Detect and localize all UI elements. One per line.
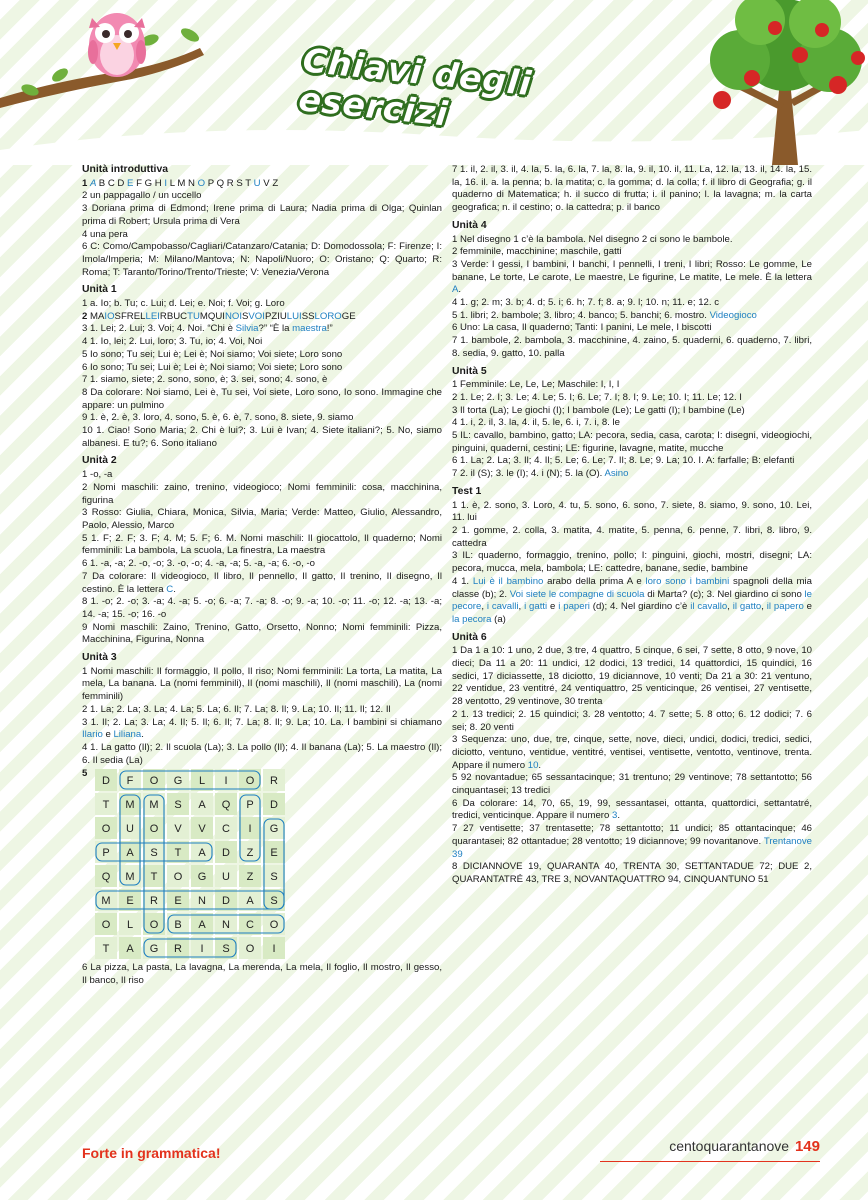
exercise: 3 Rosso: Giulia, Chiara, Monica, Silvia, Maria; Verde: Matteo, Giulio, Alessandro, Paolo, Alessio, Marco [82, 507, 442, 531]
alphabet-letter: P [207, 177, 217, 189]
grid-letter: T [102, 943, 110, 956]
grid-letter: A [126, 943, 134, 956]
found-word-outline [144, 795, 164, 933]
exercise: 6 Da colorare: 14, 70, 65, 19, 99, sessantasei, ottanta, quattordici, settantatré, tredici, venticinque. Appare il numero 3. [452, 797, 812, 822]
grid-letter: G [269, 823, 279, 836]
grid-letter: D [222, 847, 230, 860]
grid-letter: N [198, 895, 206, 908]
alphabet-letter: L [169, 177, 178, 189]
alphabet-letter: B [98, 177, 108, 189]
grid-letter: Q [101, 871, 111, 884]
grid-letter: A [246, 895, 254, 908]
wordsearch-grid [94, 768, 294, 960]
filler-letters: MQUI [199, 310, 225, 322]
alphabet-letter: C [107, 177, 118, 189]
grid-letter: C [246, 919, 254, 932]
grid-letter: S [222, 943, 230, 956]
exercise: 6 Io sono; Tu sei; Lui è; Lei è; Noi siamo; Voi siete; Loro sono [82, 361, 343, 373]
exercise: 4 1. Io, lei; 2. Lui, loro; 3. Tu, io; 4. Voi, Noi [82, 336, 263, 348]
grid-letter: Z [246, 871, 254, 884]
grid-letter: C [222, 823, 230, 836]
exercise: 2 Nomi maschili: zaino, trenino, videogioco; Nomi femminili: cosa, macchinina, figurina [82, 481, 442, 506]
alphabet-letter: N [188, 177, 198, 189]
pronoun-highlight: LUI [286, 310, 302, 322]
grid-letter: M [149, 799, 159, 812]
alphabet-letter: S [236, 177, 246, 189]
grid-letter: E [126, 895, 134, 908]
grid-letter: L [126, 919, 134, 932]
wordsearch-exercise: 5 D F O G L I O R T M M S A Q P D O U O V V C I G P A S T A D Z E Q M T O G U Z S M E R E N D A S O L O B A N C O T A G R I S O I [82, 768, 442, 960]
grid-letter: M [125, 799, 135, 812]
exercise: 3 Il torta (La); Le giochi (I); I bambole (Le); Le gatti (I); I bambine (Le) [452, 404, 745, 416]
grid-letter: S [150, 847, 158, 860]
exercise: 3 IL: quaderno, formaggio, trenino, pollo; I: pinguini, giochi, mostri, disegni; LA: pecora, mucca, mela, bambola; LE: cattedre, banane, sedie, bambine [452, 550, 812, 575]
exercise: 6 C: Como/Campobasso/Cagliari/Catanzaro/Catania; D: Domodossola; F: Firenze; I: Imola/Imperia; M: Milano/Mantova; N: Napoli/Nuoro; O: Oristano; Q: Quarto; R: Roma; T: Taranto/Torino/Trento/Trieste; V: Venezia/Verona [82, 241, 442, 278]
grid-letter: F [126, 775, 134, 788]
section-title: Unità 4 [452, 219, 487, 231]
exercise: 1 Nomi maschili: Il formaggio, Il pollo, Il riso; Nomi femminili: La torta, La matita, La mela, La banana. La (nomi femminili), Il (nomi maschili), Il (nomi maschili), La (nomi femminili) [82, 665, 442, 703]
exercise: 6 1. -a, -a; 2. -o, -o; 3. -o, -o; 4. -a, -a; 5. -a, -a; 6. -o, -o [82, 558, 316, 570]
grid-letter: R [270, 775, 278, 788]
owl-icon [88, 13, 146, 77]
alphabet-letter: R [226, 177, 237, 189]
grid-letter: V [174, 823, 182, 836]
grid-letter: G [173, 775, 183, 788]
exercise: 5 Io sono; Tu sei; Lui è; Lei è; Noi siamo; Voi siete; Loro sono [82, 348, 343, 360]
alphabet-letter: Z [272, 177, 279, 189]
alphabet-letter: H [154, 177, 165, 189]
pronoun-highlight: LORO [314, 310, 342, 322]
pronoun-string [90, 311, 356, 322]
grid-letter: Q [221, 799, 231, 812]
filler-letters: SFREL [114, 310, 146, 322]
grid-letter: A [198, 847, 206, 860]
grid-letter: U [222, 871, 230, 884]
grid-letter: D [270, 799, 278, 812]
exercise: 8 Da colorare: Noi siamo, Lei è, Tu sei, Voi siete, Loro sono, Io sono. Immagine che appare: un pulmino [82, 386, 442, 411]
grid-letter: M [101, 895, 111, 908]
exercise: 2 femminile, macchinine; maschile, gatti [452, 246, 622, 258]
alphabet-letter: Q [216, 177, 227, 189]
page-number: 149 [794, 1138, 820, 1155]
right-column [452, 164, 812, 988]
pronoun-highlight: NOI [224, 310, 242, 322]
filler-letters: GE [341, 310, 356, 322]
exercise: 7 2. il (S); 3. le (I); 4. i (N); 5. la (O). Asino [452, 468, 629, 480]
grid-letter: I [248, 823, 252, 836]
alphabet-letter: U [253, 177, 264, 189]
pronoun-highlight: TU [187, 310, 200, 322]
exercise: 8 DICIANNOVE 19, QUARANTA 40, TRENTA 30, SETTANTADUE 72; DUE 2, QUARANTATRÉ 43, TRE 3, NOVANTAQUATTRO 94, CINQUANTUNO 51 [452, 861, 812, 885]
alphabet-letter: G [144, 177, 155, 189]
grid-letter: O [149, 919, 159, 932]
grid-letter: S [270, 871, 278, 884]
alphabet-letter: F [136, 177, 145, 189]
exercise: 7 1. bambole, 2. bambola, 3. macchinine, 4. zaino, 5. quaderni, 6. quaderno, 7. libri, 8. sedia, 9. gatto, 10. palla [452, 335, 812, 359]
exercise: 6 1. La; 2. La; 3. Il; 4. Il; 5. Le; 6. Le; 7. Il; 8. Le; 9. La; 10. I. A: farfalle; B: elefanti [452, 455, 795, 467]
exercise: 7 Da colorare: Il videogioco, Il libro, Il pennello, Il gatto, Il trenino, Il disegno, Il cestino. È la lettera C. [82, 570, 442, 595]
grid-letter: G [197, 871, 207, 884]
grid-letter: D [222, 895, 230, 908]
exercise: 2 MAIOSFRELLEIRBUCTUMQUINOISVOIPZIULUISSLOROGE [82, 310, 356, 322]
page-word: centoquarantanove [669, 1138, 790, 1154]
grid-letter: U [126, 823, 134, 836]
grid-letter: O [245, 775, 255, 788]
exercise: 10 1. Ciao! Sono Maria; 2. Chi è lui?; 3. Lui è Ivan; 4. Siete italiani?; 5. No, siamo albanesi. E tu?; 6. Sono italiano [82, 425, 442, 449]
exercise: 9 1. è, 2. è, 3. loro, 4. sono, 5. è, 6. è, 7. sono, 8. siete, 9. siamo [82, 412, 354, 424]
exercise: 4 1. Lui è il bambino arabo della prima A e loro sono i bambini spagnoli della mia classe (b); 2. Voi siete le compagne di scuola di Marta? (c); 3. Nel giardino ci sono le pecore, i cavalli, i gatti e i paperi (d); 4. Nel giardino c’è il cavallo, il gatto, il papero e la pecora (a) [452, 575, 813, 625]
grid-letter: B [174, 919, 182, 932]
exercise: 1 Nel disegno 1 c’è la bambola. Nel disegno 2 ci sono le bambole. [452, 233, 733, 245]
alphabet-letter: A [90, 177, 99, 189]
section-title: Unità 5 [452, 365, 487, 377]
exercise: 4 1. g; 2. m; 3. b; 4. d; 5. i; 6. h; 7. f; 8. a; 9. l; 10. n; 11. e; 12. c [452, 297, 719, 309]
exercise: 5 1. libri; 2. bambole; 3. libro; 4. banco; 5. banchi; 6. mostro. Videogioco [452, 309, 757, 321]
section-title: Test 1 [452, 485, 482, 497]
exercise: 5 92 novantadue; 65 sessantacinque; 31 trentuno; 29 ventinove; 78 settantotto; 56 cinquantasei; 13 tredici [452, 772, 812, 797]
alphabet-letter: E [127, 177, 137, 189]
grid-letter: R [150, 895, 158, 908]
left-column [82, 164, 442, 988]
pronoun-highlight: VOI [248, 310, 265, 322]
exercise: 7 27 ventisette; 37 trentasette; 78 settantotto; 11 undici; 85 ottantacinque; 46 quarantasei; 82 ottantadue; 28 ventotto; 19 diciannove; 99 novantanove. Trentanove 39 [452, 823, 812, 860]
grid-letter: I [224, 775, 228, 788]
grid-letter: O [101, 823, 111, 836]
exercise: 1 A B C D E F G H I L M N O P Q R S T U V Z [82, 177, 279, 189]
grid-letter: A [198, 919, 206, 932]
grid-letter: Z [246, 847, 254, 860]
grid-letter: N [222, 919, 230, 932]
grid-letter: D [102, 775, 110, 788]
grid-letter: A [198, 799, 206, 812]
filler-letters: MA [90, 310, 105, 322]
section-title: Unità introduttiva [82, 164, 169, 175]
grid-letter: A [126, 847, 134, 860]
exercise: 3 Verde: I gessi, I bambini, I banchi, I pennelli, I treni, I libri; Rosso: Le gomme, Le banane, Le torte, Le carote, Le maestre, Le figurine, Le matite, Le mele. È la lettera A. [452, 258, 812, 296]
section-title: Unità 2 [82, 455, 117, 467]
exercise: 7 1. siamo, siete; 2. sono, sono, è; 3. sei, sono; 4. sono, è [82, 374, 328, 386]
exercise: 1 a. Io; b. Tu; c. Lui; d. Lei; e. Noi; f. Voi; g. Loro [82, 298, 285, 310]
exercise: 2 1. 13 tredici; 2. 15 quindici; 3. 28 ventotto; 4. 7 sette; 5. 8 otto; 6. 12 dodici; 7. 6 sei; 8. 20 venti [452, 708, 812, 733]
grid-letter: I [200, 943, 204, 956]
page-footer [669, 1138, 820, 1155]
exercise: 1 -o, -a [82, 469, 113, 481]
exercise: 4 1. i, 2. il, 3. la, 4. il, 5. le, 6. i, 7. i, 8. le [452, 417, 620, 429]
grid-letter: V [198, 823, 206, 836]
grid-letter: T [102, 799, 110, 812]
grid-letter: T [150, 871, 158, 884]
grid-letter: G [149, 943, 159, 956]
grid-letter: O [149, 823, 159, 836]
alphabet-letter: T [245, 177, 254, 189]
grid-letter: P [102, 847, 110, 860]
pronoun-highlight: IO [104, 310, 115, 322]
grid-letter: I [272, 943, 276, 956]
filler-letters: SS [301, 310, 315, 322]
exercise: 7 1. il, 2. il, 3. il, 4. la, 5. la, 6. la, 7. la, 8. la, 9. il, 10. il, 11. La, 12. la, 13. il, 14. la, 15. la, 16. il. a. la penna; b. la matita; c. la gomma; d. la colla; f. il libro di Geografia; g. il quaderno di Matematica; h. il succo di frutta; i. il panino; l. la lavagna; m. la carta geografica; n. il cestino; o. la cattedra; p. il banco [452, 164, 812, 214]
exercise: 6 Uno: La casa, Il quaderno; Tanti: I panini, Le mele, I biscotti [452, 322, 712, 334]
exercise: 4 una pera [82, 228, 128, 240]
grid-letter: O [149, 775, 159, 788]
exercise: 5 1. F; 2. F; 3. F; 4. M; 5. F; 6. M. Nomi maschili: Il giocattolo, Il quaderno; Nomi femminili: La bambola, La scuola, La finestra, La maestra [82, 532, 442, 557]
grid-letter: E [270, 847, 278, 860]
exercise: 3 1. Lei; 2. Lui; 3. Voi; 4. Noi. “Chi è Silvia?” “È la maestra!” [82, 323, 333, 335]
exercise: 1 1. è, 2. sono, 3. Loro, 4. tu, 5. sono, 6. sono, 7. siete, 8. siamo, 9. sono, 10. Lei, 11. lui [452, 499, 812, 524]
exercise: 2 un pappagallo / un uccello [82, 190, 202, 202]
exercise: 3 1. Il; 2. La; 3. La; 4. Il; 5. Il; 6. Il; 7. La; 8. Il; 9. La; 10. La. I bambini si chiamano Ilario e Liliana. [82, 716, 442, 741]
page-header [0, 0, 868, 165]
alphabet-letter: M [177, 177, 189, 189]
exercise: 5 IL: cavallo, bambino, gatto; LA: pecora, sedia, casa, carota; I: disegni, videogiochi, pinguini, quaderni, cestini; LE: figurine, lavagne, matite, mucche [452, 430, 812, 454]
alphabet-letter: D [117, 177, 127, 189]
exercise: 8 1. -o; 2. -o; 3. -a; 4. -a; 5. -o; 6. -a; 7. -a; 8. -o; 9. -a; 10. -o; 11. -o; 12. -a; 13. -a; 14. -a; 15. -o; 16. -o [82, 596, 442, 620]
section-title: Unità 1 [82, 284, 117, 296]
answer-key-content [82, 164, 812, 988]
alphabet-letter: I [164, 177, 170, 189]
alphabet-line [90, 178, 278, 189]
grid-letter: O [173, 871, 183, 884]
grid-letter: T [174, 847, 182, 860]
exercise: 2 1. gomme, 2. colla, 3. matita, 4. matite, 5. penna, 6. penne, 7. libri, 8. libro, 9. cattedra [452, 524, 812, 549]
filler-letters: S [242, 310, 249, 322]
exercise: 2 1. Le; 2. I; 3. Le; 4. Le; 5. I; 6. Le; 7. I; 8. I; 9. Le; 10. I; 11. Le; 12. I [452, 391, 742, 403]
alphabet-letter: O [197, 177, 208, 189]
exercise: 9 Nomi maschili: Zaino, Trenino, Gatto, Orsetto, Nonno; Nomi femminili: Pizza, Macchinina, Figurina, Nonna [82, 621, 442, 646]
grid-letter: E [174, 895, 182, 908]
exercise: 4 1. La gatto (Il); 2. Il scuola (La); 3. La pollo (Il); 4. Il banana (La); 5. La maestro (Il); 6. Il sedia (La) [82, 741, 442, 766]
exercise: 3 Doriana prima di Edmond; Irene prima di Laura; Nadia prima di Olga; Quinlan prima di Robert; Ursula prima di Vera [82, 203, 442, 227]
pronoun-highlight: LEI [145, 310, 160, 322]
grid-letter: S [270, 895, 278, 908]
grid-letter: O [245, 943, 255, 956]
exercise: 6 La pizza, La pasta, La lavagna, La merenda, La mela, Il foglio, Il mostro, Il gesso, Il banco, Il riso [82, 962, 442, 987]
exercise: 1 Da 1 a 10: 1 uno, 2 due, 3 tre, 4 quattro, 5 cinque, 6 sei, 7 sette, 8 otto, 9 nove, 10 dieci; Da 11 a 20: 11 undici, 12 dodici, 13 tredici, 14 quattordici, 15 quindici, 16 sedici, 17 diciassette, 18 diciotto, 19 diciannove, 10 venti; Da 21 a 30: 21 ventuno, 22 ventidue, 23 ventitré, 24 ventiquattro, 25 venticinque, 26 ventisei, 27 ventisette, 28 ventotto, 29 ventinove, 30 trenta [452, 645, 812, 708]
grid-letter: O [101, 919, 111, 932]
section-title: Unità 3 [82, 652, 117, 664]
page-title: Chiavi degli esercizi [296, 40, 534, 134]
filler-letters: PZIU [264, 310, 287, 322]
grid-letter: L [198, 775, 206, 788]
book-title: Forte in grammatica! [82, 1145, 221, 1161]
grid-letter: R [174, 943, 182, 956]
exercise: 1 Femminile: Le, Le, Le; Maschile: I, I, I [452, 379, 620, 391]
section-title: Unità 6 [452, 631, 487, 643]
exercise: 3 Sequenza: uno, due, tre, cinque, sette, nove, dieci, undici, dodici, tredici, sedici, diciotto, ventuno, ventidue, ventitré, ventisei, ventisette, ventotto, ventinove, trenta. Appare il numero 10. [452, 734, 812, 771]
footer-rule [600, 1161, 820, 1162]
grid-letter: M [125, 871, 135, 884]
exercise: 2 1. La; 2. La; 3. La; 4. La; 5. La; 6. Il; 7. La; 8. Il; 9. La; 10. Il; 11. Il; 12. Il [82, 703, 391, 715]
grid-letter: S [174, 799, 182, 812]
alphabet-letter: V [263, 177, 273, 189]
grid-letter: O [269, 919, 279, 932]
filler-letters: RBUC [159, 310, 188, 322]
grid-letter: P [246, 799, 254, 812]
